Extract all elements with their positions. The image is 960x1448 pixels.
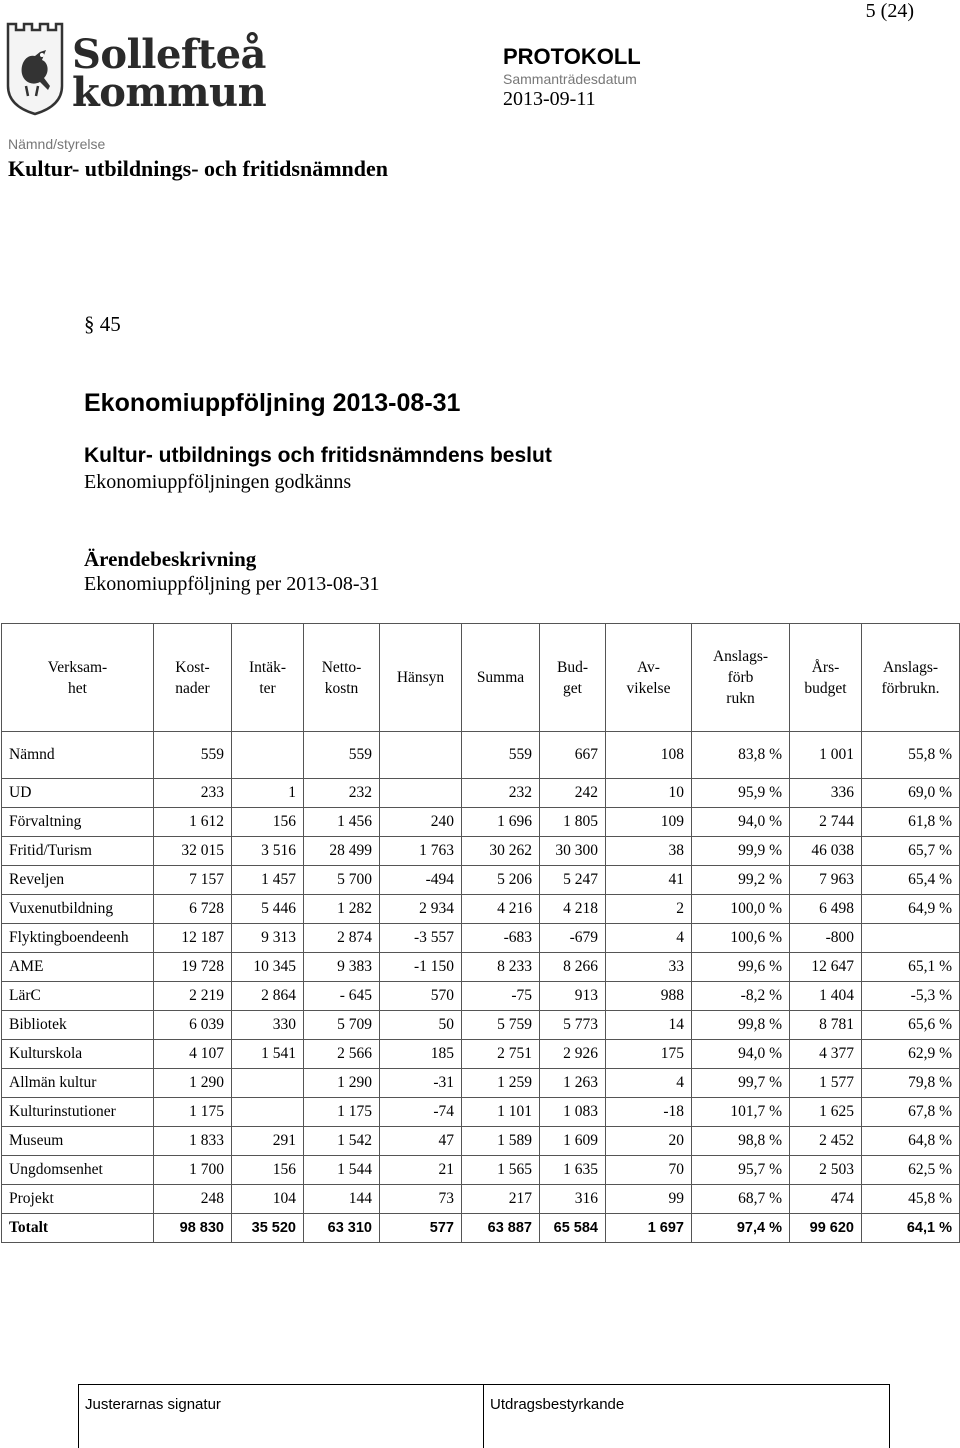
table-cell: 99 — [606, 1185, 692, 1214]
table-cell: 95,9 % — [692, 779, 790, 808]
table-cell: 4 107 — [154, 1040, 232, 1069]
table-cell: 5 773 — [540, 1011, 606, 1040]
table-cell: 99,7 % — [692, 1069, 790, 1098]
column-header-line: budget — [804, 679, 847, 697]
table-cell: -683 — [462, 924, 540, 953]
table-cell: 232 — [304, 779, 380, 808]
table-cell: 19 728 — [154, 953, 232, 982]
paragraph-number: § 45 — [84, 312, 121, 336]
table-cell: 8 233 — [462, 953, 540, 982]
decision-text: Ekonomiuppföljningen godkänns — [84, 471, 352, 493]
table-cell: -74 — [380, 1098, 462, 1127]
table-cell: -8,2 % — [692, 982, 790, 1011]
table-cell: 1 290 — [154, 1069, 232, 1098]
table-cell: 144 — [304, 1185, 380, 1214]
table-cell: 109 — [606, 808, 692, 837]
column-header — [380, 624, 462, 732]
table-cell: 240 — [380, 808, 462, 837]
logo-name-line2: kommun — [72, 69, 267, 116]
row-label: Kulturinstutioner — [2, 1098, 154, 1127]
table-cell: 1 700 — [154, 1156, 232, 1185]
table-cell: 4 — [606, 1069, 692, 1098]
row-label: Vuxenutbildning — [2, 895, 154, 924]
table-cell: -1 150 — [380, 953, 462, 982]
table-cell: 83,8 % — [692, 732, 790, 779]
page-title: Ekonomiuppföljning 2013-08-31 — [84, 389, 461, 417]
signatures-cell — [79, 1385, 484, 1448]
table-cell: 570 — [380, 982, 462, 1011]
table-cell: -800 — [790, 924, 862, 953]
certification-label: Utdragsbestyrkande — [490, 1396, 625, 1413]
table-body — [2, 732, 960, 1243]
row-label: Museum — [2, 1127, 154, 1156]
column-header — [462, 624, 540, 732]
table-cell: 20 — [606, 1127, 692, 1156]
table-cell: 1 457 — [232, 866, 304, 895]
column-header — [862, 624, 960, 732]
column-header-line: förb — [727, 669, 754, 686]
table-cell: 217 — [462, 1185, 540, 1214]
column-header-line: Summa — [476, 669, 525, 686]
table-cell: 64,1 % — [862, 1214, 960, 1243]
table-cell: 1 833 — [154, 1127, 232, 1156]
table-cell: 1 542 — [304, 1127, 380, 1156]
table-cell: 1 697 — [606, 1214, 692, 1243]
table-cell: 2 874 — [304, 924, 380, 953]
table-cell: 94,0 % — [692, 1040, 790, 1069]
column-header-line: het — [68, 679, 87, 697]
table-row — [2, 808, 960, 837]
table-cell: 1 635 — [540, 1156, 606, 1185]
table-cell: 68,7 % — [692, 1185, 790, 1214]
table-cell: 8 781 — [790, 1011, 862, 1040]
table-cell: 101,7 % — [692, 1098, 790, 1127]
table-cell: 4 216 — [462, 895, 540, 924]
table-cell: 316 — [540, 1185, 606, 1214]
table-cell: 67,8 % — [862, 1098, 960, 1127]
table-cell: 46 038 — [790, 837, 862, 866]
table-cell: 6 498 — [790, 895, 862, 924]
table-cell: 1 282 — [304, 895, 380, 924]
table-cell: 1 259 — [462, 1069, 540, 1098]
column-header — [2, 624, 154, 732]
table-cell — [862, 924, 960, 953]
table-cell: 1 541 — [232, 1040, 304, 1069]
row-label: Kulturskola — [2, 1040, 154, 1069]
table-cell: 232 — [462, 779, 540, 808]
table-cell: 4 — [606, 924, 692, 953]
table-row — [2, 924, 960, 953]
table-cell: 55,8 % — [862, 732, 960, 779]
column-header-line: Anslags- — [882, 658, 939, 676]
table-cell: 62,9 % — [862, 1040, 960, 1069]
table-cell: 21 — [380, 1156, 462, 1185]
row-label: LärC — [2, 982, 154, 1011]
column-header-line: förbrukn. — [881, 679, 940, 697]
table-row — [2, 732, 960, 779]
column-header-line: ter — [259, 679, 276, 697]
table-row — [2, 982, 960, 1011]
description-heading: Ärendebeskrivning — [84, 547, 257, 571]
table-cell: 70 — [606, 1156, 692, 1185]
table-cell: 5 709 — [304, 1011, 380, 1040]
table-row — [2, 837, 960, 866]
row-label: Totalt — [2, 1214, 154, 1243]
table-cell: 185 — [380, 1040, 462, 1069]
table-cell: 1 456 — [304, 808, 380, 837]
description-text: Ekonomiuppföljning per 2013-08-31 — [84, 573, 380, 595]
table-cell: 108 — [606, 732, 692, 779]
table-cell: 5 247 — [540, 866, 606, 895]
table-cell: 1 625 — [790, 1098, 862, 1127]
table-cell: 2 864 — [232, 982, 304, 1011]
table-cell: 913 — [540, 982, 606, 1011]
decision-heading: Kultur- utbildnings och fritidsnämndens beslut — [84, 444, 552, 467]
table-cell: 559 — [304, 732, 380, 779]
signatures-label: Justerarnas signatur — [85, 1396, 221, 1413]
column-header-line: Hänsyn — [396, 669, 445, 686]
table-cell — [232, 732, 304, 779]
table-cell: 291 — [232, 1127, 304, 1156]
table-cell: 63 310 — [304, 1214, 380, 1243]
certification-cell — [484, 1385, 889, 1448]
table-cell: 5 446 — [232, 895, 304, 924]
row-label: Nämnd — [2, 732, 154, 779]
table-cell: 233 — [154, 779, 232, 808]
table-cell: 1 263 — [540, 1069, 606, 1098]
table-cell: 1 805 — [540, 808, 606, 837]
row-label: Allmän kultur — [2, 1069, 154, 1098]
table-cell: 1 290 — [304, 1069, 380, 1098]
table-cell: 1 763 — [380, 837, 462, 866]
table-cell: 6 728 — [154, 895, 232, 924]
table-cell: 2 452 — [790, 1127, 862, 1156]
table-cell: 50 — [380, 1011, 462, 1040]
table-cell: 65,4 % — [862, 866, 960, 895]
table-row — [2, 895, 960, 924]
column-header-line: Anslags- — [712, 648, 769, 665]
row-label: Flyktingboendeenh — [2, 924, 154, 953]
table-row — [2, 1185, 960, 1214]
table-cell: 2 744 — [790, 808, 862, 837]
column-header-line: Kost- — [175, 658, 210, 676]
meeting-date-label: Sammanträdesdatum — [503, 71, 637, 87]
table-cell: 10 345 — [232, 953, 304, 982]
table-cell — [232, 1069, 304, 1098]
table-cell: 99,2 % — [692, 866, 790, 895]
page-number: 5 (24) — [865, 0, 914, 22]
table-cell: 73 — [380, 1185, 462, 1214]
table-cell — [380, 732, 462, 779]
table-row — [2, 866, 960, 895]
table-cell: 1 083 — [540, 1098, 606, 1127]
municipality-logo — [4, 20, 267, 116]
table-cell: 99,8 % — [692, 1011, 790, 1040]
row-label: UD — [2, 779, 154, 808]
table-cell: 1 404 — [790, 982, 862, 1011]
signature-footer — [78, 1384, 890, 1448]
table-cell: 7 963 — [790, 866, 862, 895]
table-cell: 1 — [232, 779, 304, 808]
table-cell: 1 612 — [154, 808, 232, 837]
table-cell: 2 503 — [790, 1156, 862, 1185]
column-header-line: get — [563, 679, 582, 697]
table-cell — [380, 779, 462, 808]
table-cell: -31 — [380, 1069, 462, 1098]
table-cell: 8 266 — [540, 953, 606, 982]
table-cell: 5 700 — [304, 866, 380, 895]
table-cell: 79,8 % — [862, 1069, 960, 1098]
table-cell: 1 101 — [462, 1098, 540, 1127]
row-label: AME — [2, 953, 154, 982]
table-cell: 41 — [606, 866, 692, 895]
table-cell: -75 — [462, 982, 540, 1011]
table-cell: 5 206 — [462, 866, 540, 895]
table-cell: 1 577 — [790, 1069, 862, 1098]
row-label: Förvaltning — [2, 808, 154, 837]
column-header-line: Bud- — [557, 658, 588, 676]
row-label: Ungdomsenhet — [2, 1156, 154, 1185]
table-cell: -494 — [380, 866, 462, 895]
table-cell: 2 219 — [154, 982, 232, 1011]
table-cell: 12 187 — [154, 924, 232, 953]
table-cell: 28 499 — [304, 837, 380, 866]
table-cell: 175 — [606, 1040, 692, 1069]
table-cell: 1 609 — [540, 1127, 606, 1156]
table-cell: 30 300 — [540, 837, 606, 866]
table-cell: 65,7 % — [862, 837, 960, 866]
table-cell: 104 — [232, 1185, 304, 1214]
table-cell: 69,0 % — [862, 779, 960, 808]
column-header-line: Netto- — [321, 658, 362, 676]
table-cell: 61,8 % — [862, 808, 960, 837]
table-cell: 2 926 — [540, 1040, 606, 1069]
table-cell: 156 — [232, 808, 304, 837]
table-cell: 64,9 % — [862, 895, 960, 924]
board-label: Nämnd/styrelse — [8, 136, 106, 152]
table-cell: 242 — [540, 779, 606, 808]
column-header-line: Års- — [811, 658, 840, 676]
table-cell: 1 589 — [462, 1127, 540, 1156]
table-cell: 988 — [606, 982, 692, 1011]
meeting-date: 2013-09-11 — [503, 88, 596, 110]
table-cell: 336 — [790, 779, 862, 808]
table-cell: 65,1 % — [862, 953, 960, 982]
table-cell: 30 262 — [462, 837, 540, 866]
table-cell: 9 313 — [232, 924, 304, 953]
table-cell: 10 — [606, 779, 692, 808]
table-cell: 330 — [232, 1011, 304, 1040]
column-header — [692, 624, 790, 732]
table-cell: 5 759 — [462, 1011, 540, 1040]
table-cell: 1 544 — [304, 1156, 380, 1185]
table-cell: 97,4 % — [692, 1214, 790, 1243]
table-cell: 33 — [606, 953, 692, 982]
table-cell — [232, 1098, 304, 1127]
table-row — [2, 1127, 960, 1156]
table-cell: 64,8 % — [862, 1127, 960, 1156]
table-cell: 248 — [154, 1185, 232, 1214]
table-cell: 1 175 — [304, 1098, 380, 1127]
table-cell: 35 520 — [232, 1214, 304, 1243]
table-cell: 12 647 — [790, 953, 862, 982]
table-cell: -18 — [606, 1098, 692, 1127]
table-cell: 14 — [606, 1011, 692, 1040]
budget-table — [1, 623, 960, 1243]
row-label: Bibliotek — [2, 1011, 154, 1040]
table-cell: 98,8 % — [692, 1127, 790, 1156]
table-row — [2, 1214, 960, 1243]
table-cell: 2 — [606, 895, 692, 924]
table-cell: - 645 — [304, 982, 380, 1011]
table-cell: 7 157 — [154, 866, 232, 895]
protocol-title: PROTOKOLL — [503, 44, 641, 69]
table-row — [2, 779, 960, 808]
table-cell: 2 934 — [380, 895, 462, 924]
table-cell: 47 — [380, 1127, 462, 1156]
table-cell: -679 — [540, 924, 606, 953]
column-header-line: rukn — [726, 690, 755, 707]
logo-name-line1: Sollefteå — [72, 31, 266, 78]
table-cell: 4 377 — [790, 1040, 862, 1069]
table-row — [2, 1156, 960, 1185]
table-cell: 6 039 — [154, 1011, 232, 1040]
row-label: Fritid/Turism — [2, 837, 154, 866]
table-cell: -3 557 — [380, 924, 462, 953]
table-cell: 62,5 % — [862, 1156, 960, 1185]
table-cell: 559 — [462, 732, 540, 779]
table-row — [2, 1011, 960, 1040]
column-header-line: kostn — [324, 679, 359, 697]
table-cell: 1 001 — [790, 732, 862, 779]
coat-of-arms-icon — [4, 20, 66, 116]
column-header — [232, 624, 304, 732]
table-row — [2, 1069, 960, 1098]
table-cell: 3 516 — [232, 837, 304, 866]
table-cell: 38 — [606, 837, 692, 866]
table-cell: 98 830 — [154, 1214, 232, 1243]
table-cell: 95,7 % — [692, 1156, 790, 1185]
table-cell: 99,9 % — [692, 837, 790, 866]
table-cell: 2 751 — [462, 1040, 540, 1069]
table-cell: 32 015 — [154, 837, 232, 866]
table-cell: 65 584 — [540, 1214, 606, 1243]
column-header — [154, 624, 232, 732]
table-row — [2, 1040, 960, 1069]
column-header — [606, 624, 692, 732]
row-label: Projekt — [2, 1185, 154, 1214]
column-header — [790, 624, 862, 732]
table-cell: 65,6 % — [862, 1011, 960, 1040]
table-cell: 99 620 — [790, 1214, 862, 1243]
table-cell: 1 175 — [154, 1098, 232, 1127]
table-cell: 4 218 — [540, 895, 606, 924]
table-cell: 100,0 % — [692, 895, 790, 924]
table-cell: 94,0 % — [692, 808, 790, 837]
table-row — [2, 1098, 960, 1127]
board-name: Kultur- utbildnings- och fritidsnämnden — [8, 156, 388, 181]
table-cell: 1 565 — [462, 1156, 540, 1185]
table-cell: 45,8 % — [862, 1185, 960, 1214]
table-cell: -5,3 % — [862, 982, 960, 1011]
table-cell: 156 — [232, 1156, 304, 1185]
table-row — [2, 953, 960, 982]
table-cell: 9 383 — [304, 953, 380, 982]
table-cell: 577 — [380, 1214, 462, 1243]
table-cell: 559 — [154, 732, 232, 779]
column-header — [540, 624, 606, 732]
table-cell: 667 — [540, 732, 606, 779]
column-header-line: nader — [175, 679, 210, 697]
table-header-row — [2, 624, 960, 732]
table-cell: 100,6 % — [692, 924, 790, 953]
table-cell: 2 566 — [304, 1040, 380, 1069]
column-header-line: Verksam- — [47, 658, 108, 676]
column-header-line: vikelse — [626, 679, 671, 697]
column-header-line: Av- — [637, 658, 660, 676]
column-header — [304, 624, 380, 732]
table-cell: 1 696 — [462, 808, 540, 837]
row-label: Reveljen — [2, 866, 154, 895]
column-header-line: Intäk- — [248, 658, 286, 676]
table-cell: 99,6 % — [692, 953, 790, 982]
table-cell: 474 — [790, 1185, 862, 1214]
table-cell: 63 887 — [462, 1214, 540, 1243]
